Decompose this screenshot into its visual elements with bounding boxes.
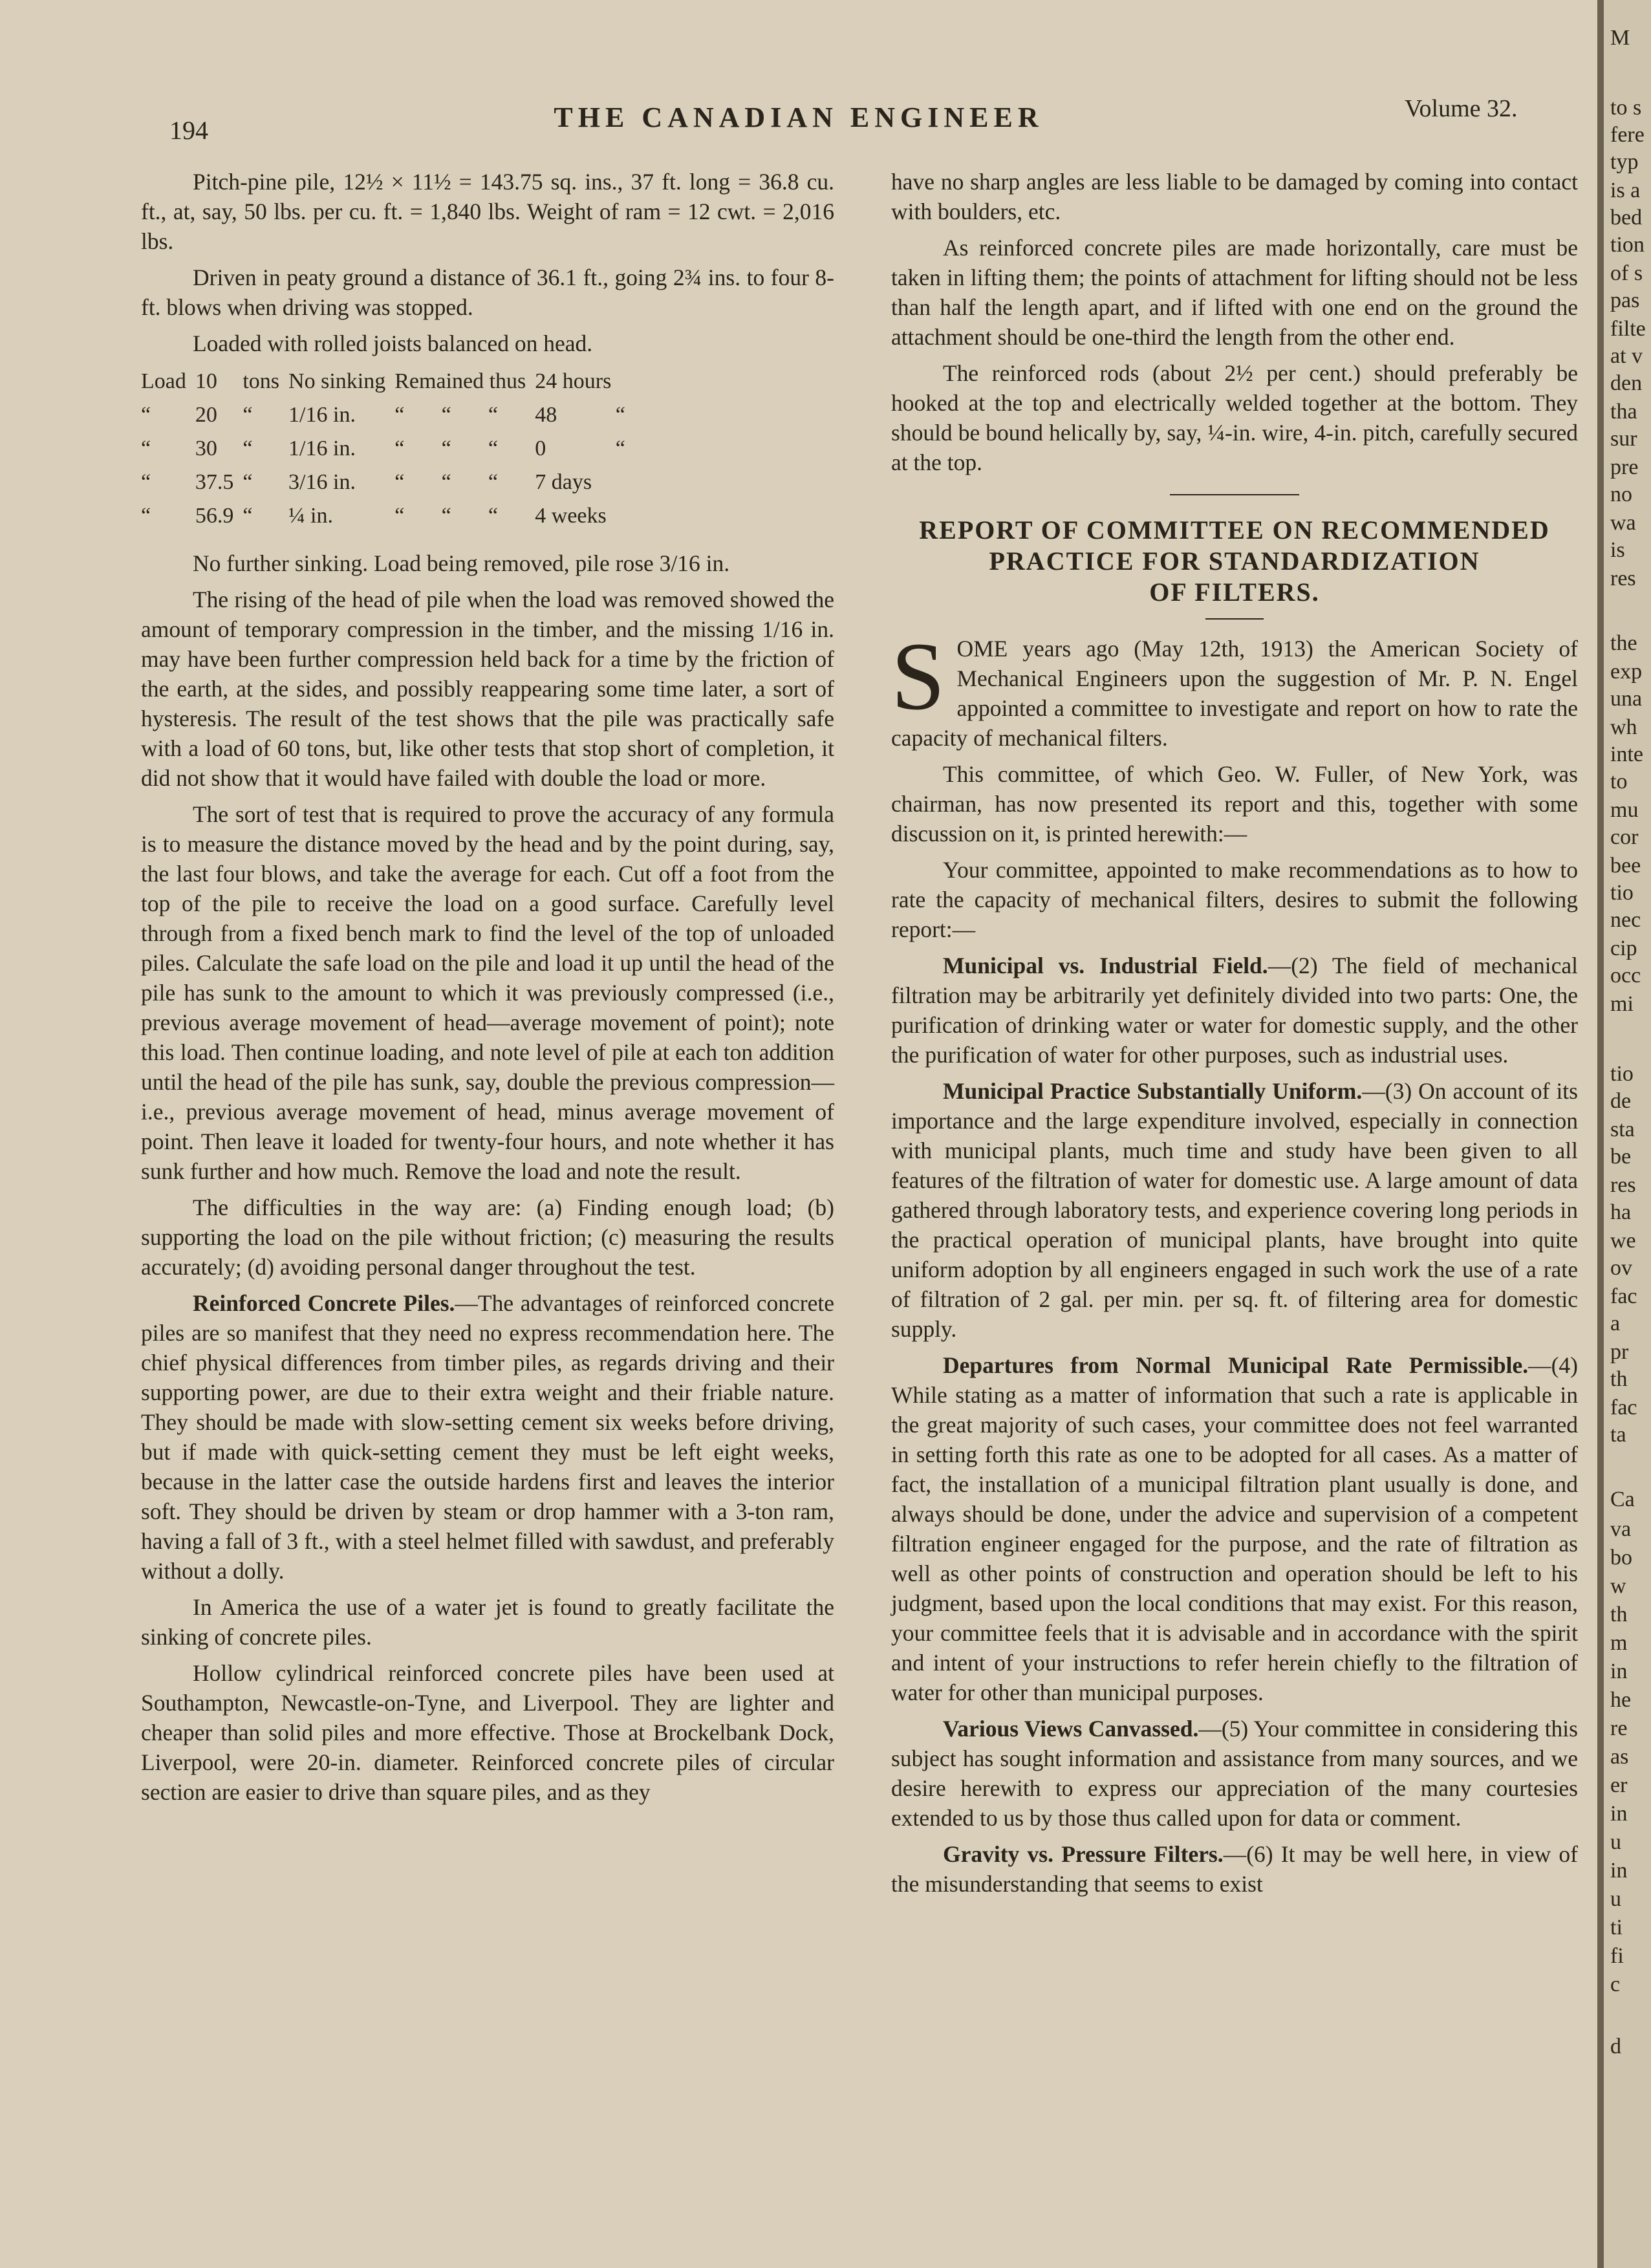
table-header-cell: 24 hours	[535, 369, 612, 393]
paragraph: have no sharp angles are less liable to be damaged by coming into contact with boulders, etc.	[891, 169, 1578, 224]
paragraph	[891, 623, 1578, 753]
next-page-fragment: pas	[1610, 288, 1640, 312]
next-page-fragment: w	[1610, 1574, 1626, 1598]
table-cell: ¼ in.	[288, 504, 333, 528]
table-cell: “	[394, 437, 405, 460]
table-cell: “	[243, 403, 253, 427]
table-row	[141, 499, 634, 533]
table-cell: 7 days	[535, 470, 592, 494]
next-page-fragment: fere	[1610, 123, 1645, 147]
table-cell: 1/16 in.	[288, 437, 356, 460]
paragraph	[891, 1350, 1578, 1707]
paragraph: In America the use of a water jet is found to greatly facilitate the sinking of concrete piles.	[141, 1594, 834, 1650]
paragraph: No further sinking. Load being removed, pile rose 3/16 in.	[193, 550, 730, 576]
table-cell: “	[615, 403, 625, 427]
next-page-fragment: wa	[1610, 511, 1636, 535]
next-page-fragment: is a	[1610, 178, 1641, 202]
next-page-fragment: den	[1610, 371, 1643, 395]
table-cell: 56.9	[195, 504, 234, 528]
paragraph: Loaded with rolled joists balanced on head.	[193, 330, 593, 356]
next-page-fragment: bee	[1610, 854, 1641, 878]
table-cell: 4 weeks	[535, 504, 607, 528]
table-cell: “	[243, 437, 253, 460]
next-page-fragment: inte	[1610, 742, 1643, 766]
run-in-heading: Reinforced Concrete Piles.	[193, 1290, 455, 1316]
next-page-fragment: bed	[1610, 206, 1643, 230]
next-page-fragment: to s	[1610, 96, 1642, 120]
next-page-fragment: fi	[1610, 1944, 1624, 1968]
paragraph	[891, 1839, 1578, 1899]
next-page-fragment: at v	[1610, 344, 1643, 368]
next-page-fragment: exp	[1610, 660, 1643, 684]
table-cell: “	[488, 437, 499, 460]
paragraph-body: —(2) The field of mechanical filtration may be arbitrarily yet definitely divided into two parts: One, the purification of drinking water or water for domestic supply, and the other the purification of water for other purposes, such as industrial uses.	[891, 953, 1578, 1068]
next-page-fragment: we	[1610, 1229, 1636, 1253]
next-page-fragment: M	[1610, 26, 1630, 50]
next-page-fragment: typ	[1610, 150, 1639, 174]
table-cell: “	[488, 403, 499, 427]
article-title-line: OF FILTERS.	[1149, 578, 1320, 607]
table-cell: “	[243, 504, 253, 528]
next-page-fragment: tio	[1610, 881, 1634, 905]
next-page-fragment: res	[1610, 1173, 1636, 1197]
next-page-fragment: re	[1610, 1716, 1628, 1740]
table-cell: 0	[535, 437, 546, 460]
table-header-row	[141, 365, 634, 398]
paragraph	[891, 1076, 1578, 1344]
right-column	[891, 167, 1578, 1905]
next-page-fragment: tha	[1610, 400, 1637, 424]
next-page-fragment: ha	[1610, 1200, 1632, 1224]
paragraph	[891, 951, 1578, 1070]
next-page-fragment: to	[1610, 770, 1628, 794]
next-page-fragment: in	[1610, 1802, 1628, 1826]
table-cell: “	[141, 403, 151, 427]
table-cell: “	[141, 470, 151, 494]
next-page-fragment: ti	[1610, 1916, 1623, 1939]
table-cell: “	[141, 504, 151, 528]
article-title-line: REPORT OF COMMITTEE ON RECOMMENDED	[919, 515, 1550, 545]
table-row	[141, 466, 634, 499]
book-gutter	[1597, 0, 1604, 2268]
paragraph-body: —The advantages of reinforced concrete piles are so manifest that they need no express recommendation here. The chief physical differences from timber piles, as regards driving and their supporting power, are due to their extra weight and their friable nature. They should be made with slow-setting cement six weeks before driving, but if made with quick-setting cement they must be left eight weeks, because in the latter case the outside hardens first and leaves the interior soft. They should be driven by steam or drop hammer with a 3-ton ram, having a fall of 3 ft., with a steel helmet filled with sawdust, and preferably without a dolly.	[141, 1290, 835, 1584]
page-number: 194	[169, 116, 208, 145]
next-page-fragment: va	[1610, 1517, 1632, 1541]
paragraph: This committee, of which Geo. W. Fuller, of New York, was chairman, has now presented its report and this, together with some discussion on it, is printed herewith:—	[891, 761, 1578, 847]
paragraph: Pitch-pine pile, 12½ × 11½ = 143.75 sq. ins., 37 ft. long = 36.8 cu. ft., at, say, 50 lbs. per cu. ft. = 1,840 lbs. Weight of ram = 12 cwt. = 2,016 lbs.	[141, 169, 834, 254]
next-page-fragment: in	[1610, 1859, 1628, 1883]
table-cell: “	[394, 403, 405, 427]
table-header-cell: 10	[195, 369, 217, 393]
section-divider	[1170, 494, 1299, 495]
next-page-fragment: a	[1610, 1312, 1621, 1335]
table-cell: “	[394, 504, 405, 528]
journal-title: THE CANADIAN ENGINEER	[554, 102, 1044, 133]
paragraph-body: —(3) On account of its importance and the large expenditure involved, especially in connection with municipal plants, much time and study have been given to all features of the filtration of water for domestic use. A large amount of data gathered through laboratory tests, and experience covering long periods in the practical operation of municipal plants, have brought into quite uniform adoption by all engineers engaged in such work the use of a rate of filtration of 2 gal. per min. per sq. ft. of filtering area for domestic supply.	[891, 1078, 1578, 1342]
next-page-fragment: fac	[1610, 1396, 1637, 1420]
table-cell: 48	[535, 403, 557, 427]
next-page-fragment: sta	[1610, 1118, 1635, 1141]
paragraph: As reinforced concrete piles are made horizontally, care must be taken in lifting them; the points of attachment for lifting should not be less than half the length apart, and if lifted with one end on the ground the attachment should be one-third the length from the other end.	[891, 235, 1578, 350]
next-page-fragment: sur	[1610, 427, 1637, 451]
paragraph-body: —(6) It may be well here, in view of the misunderstanding that seems to exist	[891, 1841, 1579, 1897]
table-header-cell: Remained thus	[394, 369, 526, 393]
drop-cap: S	[891, 623, 945, 730]
table-cell: “	[615, 437, 625, 460]
table-cell: “	[394, 470, 405, 494]
next-page-fragment: th	[1610, 1367, 1628, 1391]
table-cell: 37.5	[195, 470, 234, 494]
next-page-fragment: cor	[1610, 825, 1639, 849]
paragraph-body: —(5) Your committee in considering this subject has sought information and assistance from many sources, and we desire herewith to express our appreciation of the many courtesies extended to us by those thus called upon for data or comment.	[891, 1716, 1578, 1831]
next-page-fragment: no	[1610, 482, 1632, 506]
paragraph: Driven in peaty ground a distance of 36.1 ft., going 2¾ ins. to four 8-ft. blows when driving was stopped.	[141, 265, 834, 320]
next-page-fragment: Ca	[1610, 1487, 1635, 1511]
volume-label: Volume 32.	[1405, 95, 1518, 122]
next-page-fragment: c	[1610, 1972, 1621, 1996]
paragraph-body: —(4) While stating as a matter of information that such a rate is applicable in the great majority of such cases, your committee does not feel warranted in setting forth this rate as one to be adopted for all cases. As a matter of fact, the installation of a municipal filtration plant usually is done, and always should be done, under the advice and supervision of a competent filtration engineer engaged for the purpose, and the rate of filtration as well as other points of construction and operation should be left to his judgment, based upon the local conditions that may exist. For this reason, your committee feels that it is advisable and in accordance with the spirit and intent of your instructions to refer herein chiefly to the filtration of water for other than municipal purposes.	[891, 1352, 1578, 1705]
table-cell: “	[243, 470, 253, 494]
paragraph: The rising of the head of pile when the load was removed showed the amount of temporary compression in the timber, and the missing 1/16 in. may have been further compression held back for a time by the friction of the earth, at the sides, and possibly reappearing some time later, a sort of hysteresis. The result of the test shows that the pile was practically safe with a load of 60 tons, but, like other tests that stop short of completion, it did not show that it would have failed with double the load or more.	[141, 587, 834, 791]
table-header-cell: tons	[243, 369, 280, 393]
table-cell: “	[441, 403, 451, 427]
title-divider	[1205, 618, 1264, 620]
running-header	[0, 89, 1597, 145]
next-page-fragment: as	[1610, 1745, 1629, 1769]
table-cell: “	[488, 470, 499, 494]
next-page-fragment: the	[1610, 631, 1637, 655]
paragraph-body: OME years ago (May 12th, 1913) the American Society of Mechanical Engineers upon the suggestion of Mr. P. N. Engel appointed a committee to investigate and report on how to rate the capacity of mechanical filters.	[891, 636, 1578, 751]
load-test-table	[141, 365, 634, 533]
next-page-fragment: mu	[1610, 798, 1639, 822]
article-title	[891, 515, 1578, 608]
next-page-fragment: de	[1610, 1089, 1632, 1113]
table-cell: 20	[195, 403, 217, 427]
article-title-line: PRACTICE FOR STANDARDIZATION	[989, 546, 1480, 576]
table-cell: 1/16 in.	[288, 403, 356, 427]
paragraph: Your committee, appointed to make recommendations as to how to rate the capacity of mechanical filters, desires to submit the following report:—	[891, 857, 1578, 942]
next-page-fragment: in	[1610, 1659, 1628, 1683]
next-page-fragment: pr	[1610, 1340, 1629, 1364]
next-page-fragment: d	[1610, 2035, 1621, 2058]
next-page-fragment: una	[1610, 687, 1643, 711]
next-page-fragment: fac	[1610, 1284, 1637, 1308]
next-page-fragment: er	[1610, 1773, 1628, 1797]
table-cell: “	[488, 504, 499, 528]
paragraph: Hollow cylindrical reinforced concrete piles have been used at Southampton, Newcastle-on-Tyne, and Liverpool. They are lighter and cheaper than solid piles and more effective. Those at Brockelbank Dock, Liverpool, were 20-in. diameter. Reinforced concrete piles of circular section are easier to drive than square piles, and as they	[141, 1660, 834, 1805]
next-page-fragment: th	[1610, 1603, 1628, 1626]
next-page-fragment: he	[1610, 1688, 1632, 1712]
next-page-fragment: u	[1610, 1830, 1621, 1854]
next-page-fragment: be	[1610, 1145, 1632, 1169]
next-page-edge	[1604, 0, 1651, 2268]
next-page-fragment: is	[1610, 538, 1625, 562]
run-in-heading: Municipal vs. Industrial Field.	[943, 953, 1268, 978]
next-page-fragment: cip	[1610, 936, 1637, 960]
next-page-fragment: tio	[1610, 1062, 1634, 1086]
run-in-heading: Departures from Normal Municipal Rate Permissible.	[943, 1352, 1529, 1378]
table-cell: “	[141, 437, 151, 460]
table-cell: “	[441, 437, 451, 460]
table-cell: “	[441, 470, 451, 494]
next-page-fragment: u	[1610, 1887, 1621, 1911]
next-page-fragment: occ	[1610, 964, 1641, 988]
table-row	[141, 398, 634, 432]
next-page-fragment: ta	[1610, 1423, 1626, 1447]
next-page-fragment: pre	[1610, 455, 1639, 479]
next-page-fragment: of s	[1610, 261, 1643, 285]
next-page-fragment: bo	[1610, 1546, 1632, 1570]
next-page-fragment: wh	[1610, 715, 1637, 739]
next-page-fragment: ov	[1610, 1256, 1632, 1280]
next-page-fragment: nec	[1610, 908, 1641, 932]
paragraph: The reinforced rods (about 2½ per cent.) should preferably be hooked at the top and electrically welded together at the bottom. They should be bound helically by, say, ¼-in. wire, 4-in. pitch, carefully secured at the top.	[891, 360, 1578, 475]
run-in-heading: Various Views Canvassed.	[943, 1716, 1199, 1742]
table-cell: 30	[195, 437, 217, 460]
table-header-cell: No sinking	[288, 369, 386, 393]
table-header-cell: Load	[141, 369, 186, 393]
paragraph: The difficulties in the way are: (a) Finding enough load; (b) supporting the load on the pile without friction; (c) measuring the results accurately; (d) avoiding personal danger throughout the test.	[141, 1194, 834, 1280]
paragraph	[891, 1714, 1578, 1833]
run-in-heading: Gravity vs. Pressure Filters.	[943, 1841, 1224, 1867]
paragraph: The sort of test that is required to prove the accuracy of any formula is to measure the distance moved by the head and by the point during, say, the last four blows, and take the average for each. Cut off a foot from the top of the pile to receive the load on a good surface. Carefully level through from a fixed bench mark to find the level of the top of unloaded piles. Calculate the safe load on the pile and load it up until the head of the pile has sunk to the amount to which it was previously compressed (i.e., previous average movement of head—average movement of point); note this load. Then continue loading, and note level of pile at each ton addition until the head of the pile has sunk, say, double the previous compression—i.e., previous average movement of head, minus average movement of point. Then leave it loaded for twenty-four hours, and note whether it has sunk further and how much. Remove the load and note the result.	[141, 801, 834, 1184]
table-cell	[616, 499, 634, 533]
run-in-heading: Municipal Practice Substantially Uniform.	[943, 1078, 1363, 1104]
table-row	[141, 432, 634, 466]
next-page-fragment: tion	[1610, 233, 1645, 257]
next-page-fragment: filte	[1610, 317, 1646, 341]
table-cell: 3/16 in.	[288, 470, 356, 494]
left-column	[141, 167, 834, 1813]
table-cell: “	[441, 504, 451, 528]
next-page-fragment: mi	[1610, 992, 1634, 1016]
paragraph	[141, 1288, 834, 1586]
next-page-fragment: m	[1610, 1631, 1628, 1655]
next-page-fragment: res	[1610, 567, 1636, 590]
table-cell	[616, 466, 634, 499]
